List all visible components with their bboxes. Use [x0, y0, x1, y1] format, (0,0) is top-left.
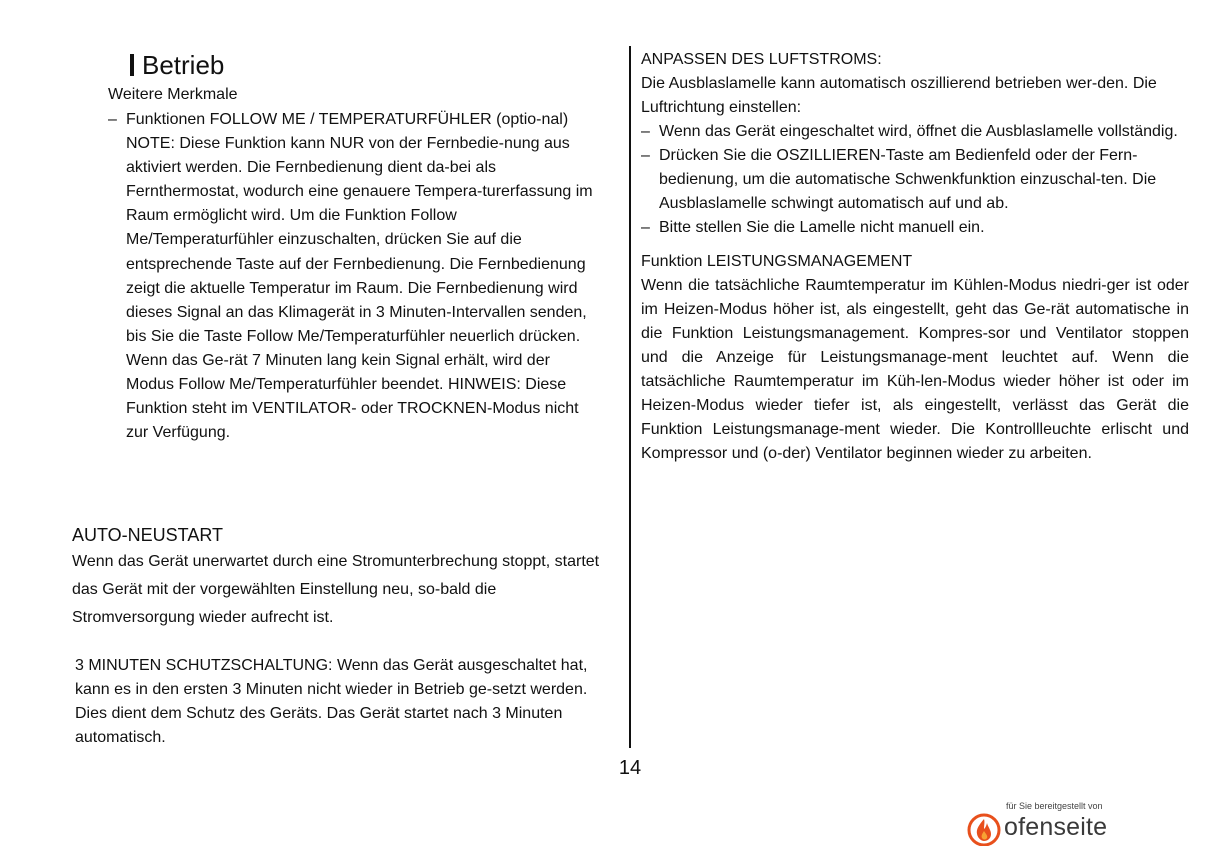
auto-restart-text: [72, 548, 617, 632]
airflow-list: [641, 120, 1189, 240]
subtitle: Weitere Merkmale: [108, 86, 238, 103]
title-marker: [130, 54, 134, 76]
list-item: – Wenn das Gerät eingeschaltet wird, öffnet die Ausblaslamelle vollständig.: [641, 120, 1189, 144]
auto-restart-paragraph: Wenn das Gerät unerwartet durch eine Stromunterbrechung stoppt, startet das Gerät mit der vorgewählten Einstellung neu, so-bald die Stromversorgung wieder aufrecht ist.: [72, 553, 600, 626]
airflow-intro: Die Ausblaslamelle kann automatisch oszillierend betrieben wer-den. Die Luftrichtung einstellen:: [641, 75, 1157, 116]
list-item: – Funktionen FOLLOW ME / TEMPERATURFÜHLER (optio-nal) NOTE: Diese Funktion kann NUR von der Fernbedie-nung aus aktiviert werden. Die Fernbedienung dient da-bei als Fernthermostat, wodurch eine genauere Tempera-turerfassung im Raum ermöglicht wird. Um die Funktion Follow Me/Temperaturfühler einzuschalten, drücken Sie auf die entsprechende Taste auf der Fernbedienung. Die Fernbedienung zeigt die aktuelle Temperatur im Raum. Die Fernbedienung wird dieses Signal an das Klimagerät in 3 Minuten-Intervallen senden, bis Sie die Taste Follow Me/Temperaturfühler neuerlich drücken. Wenn das Ge-rät 7 Minuten lang kein Signal erhält, wird der Modus Follow Me/Temperaturfühler beendet. HINWEIS: Diese Funktion steht im VENTILATOR- oder TROCKNEN-Modus nicht zur Verfügung.: [108, 108, 598, 445]
ofenseite-logo[interactable]: [966, 800, 1116, 844]
right-column: [641, 48, 1189, 466]
flame-icon: [966, 812, 1002, 846]
airflow-heading: ANPASSEN DES LUFTSTROMS:: [641, 51, 882, 68]
features-list: [108, 108, 598, 445]
list-item: – Bitte stellen Sie die Lamelle nicht manuell ein.: [641, 216, 1189, 240]
list-item: – Drücken Sie die OSZILLIEREN-Taste am Bedienfeld oder der Fern-bedienung, um die automatische Schwenkfunktion einzuschal-ten. Die Ausblaslamelle schwingt automatisch auf und ab.: [641, 144, 1189, 216]
section-title-text: Betrieb: [142, 50, 225, 80]
protection-text: 3 MINUTEN SCHUTZSCHALTUNG: Wenn das Gerät ausgeschaltet hat, kann es in den ersten 3 Minuten nicht wieder in Betrieb ge-setzt werden. Dies dient dem Schutz des Geräts. Das Gerät startet nach 3 Minuten automatisch.: [75, 657, 588, 746]
power-management-text: Wenn die tatsächliche Raumtemperatur im Kühlen-Modus niedri-ger ist oder im Heizen-Modus höher ist, als eingestellt, geht das Ge-rät automatische in die Funktion Leistungsmanagement. Kompres-sor und Ventilator stoppen und die Anzeige für Leistungsmanage-ment leuchtet auf. Wenn die tatsächliche Raumtemperatur im Küh-len-Modus wieder höher ist oder im Heizen-Modus wieder tiefer ist, als eingestellt, verlässt das Gerät die Funktion Leistungsmanage-ment wieder. Die Kontrollleuchte erlischt und Kompressor und (o-der) Ventilator beginnen wieder zu arbeiten.: [641, 277, 1189, 462]
auto-restart-heading: AUTO-NEUSTART: [72, 525, 224, 545]
logo-tagline: für Sie bereitgestellt von: [1006, 801, 1103, 811]
logo-word: ofenseite: [1004, 813, 1108, 841]
section-title: [130, 50, 224, 80]
power-management-heading: Funktion LEISTUNGSMANAGEMENT: [641, 253, 913, 270]
column-divider: [629, 46, 631, 748]
page-number: 14: [618, 757, 642, 779]
